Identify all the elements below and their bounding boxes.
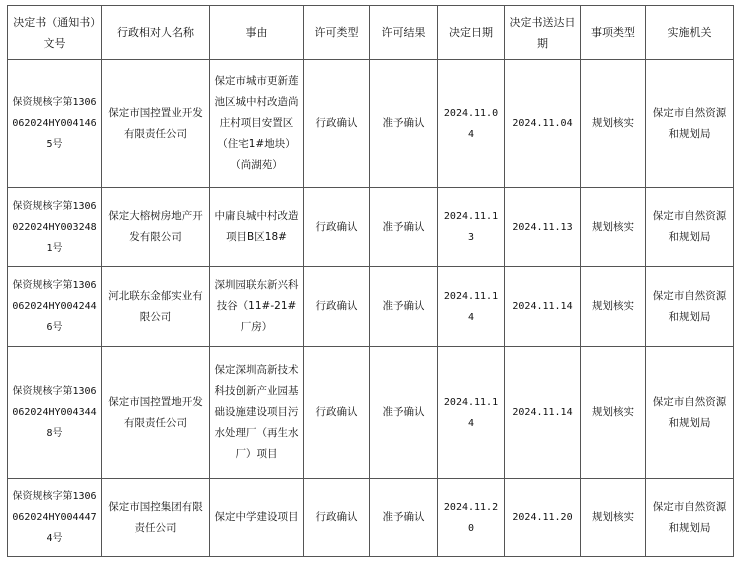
cell-reason: 保定中学建设项目 bbox=[210, 479, 304, 557]
cell-item-type: 规划核实 bbox=[581, 479, 646, 557]
cell-party: 河北联东金郁实业有限公司 bbox=[102, 267, 210, 347]
cell-delivery-date: 2024.11.14 bbox=[505, 347, 581, 479]
cell-delivery-date: 2024.11.14 bbox=[505, 267, 581, 347]
col-header-party: 行政相对人名称 bbox=[102, 6, 210, 60]
cell-permit-type: 行政确认 bbox=[304, 188, 370, 267]
cell-result: 准予确认 bbox=[370, 479, 438, 557]
col-header-doc-no: 决定书（通知书）文号 bbox=[8, 6, 102, 60]
cell-party: 保定市国控集团有限责任公司 bbox=[102, 479, 210, 557]
cell-agency: 保定市自然资源和规划局 bbox=[646, 188, 734, 267]
table-row bbox=[8, 267, 734, 347]
col-header-delivery-date: 决定书送达日期 bbox=[505, 6, 581, 60]
cell-reason: 深圳园联东新兴科技谷（11#-21#厂房） bbox=[210, 267, 304, 347]
cell-doc-no: 保资规核字第1306022024HY0032481号 bbox=[8, 188, 102, 267]
cell-agency: 保定市自然资源和规划局 bbox=[646, 267, 734, 347]
cell-permit-type: 行政确认 bbox=[304, 347, 370, 479]
cell-party: 保定市国控置业开发有限责任公司 bbox=[102, 60, 210, 188]
table-header bbox=[8, 6, 734, 60]
cell-party: 保定大榕树房地产开发有限公司 bbox=[102, 188, 210, 267]
cell-permit-type: 行政确认 bbox=[304, 267, 370, 347]
col-header-decision-date: 决定日期 bbox=[438, 6, 505, 60]
cell-decision-date: 2024.11.04 bbox=[438, 60, 505, 188]
table-body bbox=[8, 60, 734, 557]
cell-result: 准予确认 bbox=[370, 347, 438, 479]
cell-doc-no: 保资规核字第1306062024HY0041465号 bbox=[8, 60, 102, 188]
cell-result: 准予确认 bbox=[370, 60, 438, 188]
cell-item-type: 规划核实 bbox=[581, 267, 646, 347]
cell-reason: 保定深圳高新技术科技创新产业园基础设施建设项目污水处理厂（再生水厂）项目 bbox=[210, 347, 304, 479]
table-row bbox=[8, 188, 734, 267]
permit-table bbox=[7, 5, 734, 557]
cell-decision-date: 2024.11.14 bbox=[438, 267, 505, 347]
cell-delivery-date: 2024.11.04 bbox=[505, 60, 581, 188]
cell-decision-date: 2024.11.14 bbox=[438, 347, 505, 479]
col-header-item-type: 事项类型 bbox=[581, 6, 646, 60]
cell-reason: 中庸良城中村改造项目B区18# bbox=[210, 188, 304, 267]
cell-item-type: 规划核实 bbox=[581, 60, 646, 188]
cell-doc-no: 保资规核字第1306062024HY0042446号 bbox=[8, 267, 102, 347]
cell-decision-date: 2024.11.20 bbox=[438, 479, 505, 557]
cell-permit-type: 行政确认 bbox=[304, 60, 370, 188]
cell-decision-date: 2024.11.13 bbox=[438, 188, 505, 267]
cell-item-type: 规划核实 bbox=[581, 188, 646, 267]
col-header-reason: 事由 bbox=[210, 6, 304, 60]
cell-doc-no: 保资规核字第1306062024HY0043448号 bbox=[8, 347, 102, 479]
cell-doc-no: 保资规核字第1306062024HY0044474号 bbox=[8, 479, 102, 557]
cell-delivery-date: 2024.11.20 bbox=[505, 479, 581, 557]
cell-result: 准予确认 bbox=[370, 188, 438, 267]
col-header-result: 许可结果 bbox=[370, 6, 438, 60]
cell-agency: 保定市自然资源和规划局 bbox=[646, 347, 734, 479]
cell-agency: 保定市自然资源和规划局 bbox=[646, 479, 734, 557]
col-header-permit-type: 许可类型 bbox=[304, 6, 370, 60]
cell-reason: 保定市城市更新莲池区城中村改造尚庄村项目安置区（住宅1#地块）（尚湖苑） bbox=[210, 60, 304, 188]
table-row bbox=[8, 479, 734, 557]
cell-item-type: 规划核实 bbox=[581, 347, 646, 479]
cell-delivery-date: 2024.11.13 bbox=[505, 188, 581, 267]
cell-party: 保定市国控置地开发有限责任公司 bbox=[102, 347, 210, 479]
table-row bbox=[8, 347, 734, 479]
cell-result: 准予确认 bbox=[370, 267, 438, 347]
cell-agency: 保定市自然资源和规划局 bbox=[646, 60, 734, 188]
permit-table-container bbox=[7, 5, 734, 557]
table-row bbox=[8, 60, 734, 188]
cell-permit-type: 行政确认 bbox=[304, 479, 370, 557]
col-header-agency: 实施机关 bbox=[646, 6, 734, 60]
